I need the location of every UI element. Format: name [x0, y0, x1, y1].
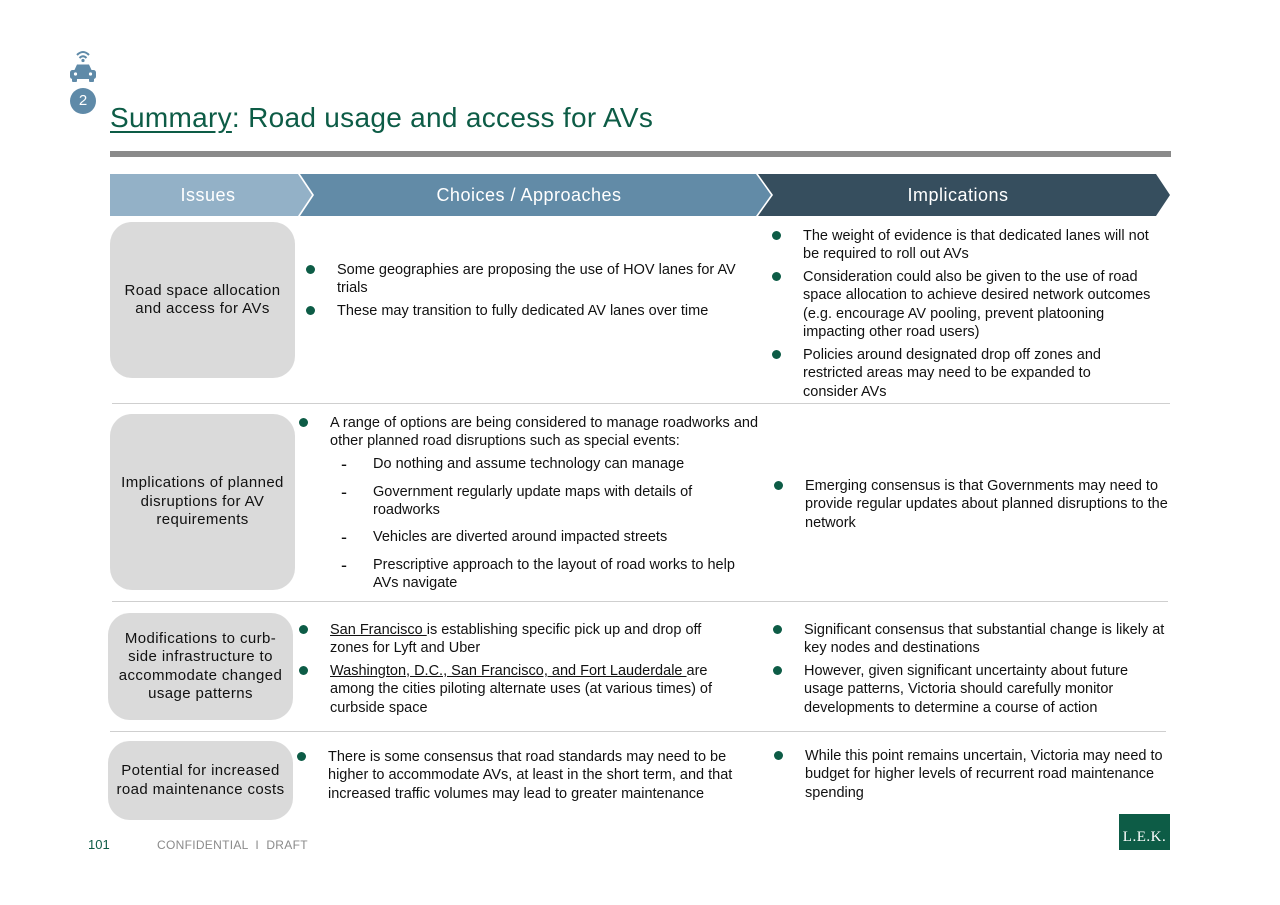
implication-item: While this point remains uncertain, Victoria may need to budget for higher levels of recurrent road maintenance spending	[805, 748, 1163, 801]
issue-label: Modifications to curb-side infrastructure to accommodate changed usage patterns	[118, 629, 283, 702]
issue-label: Implications of planned disruptions for AV requirements	[121, 474, 284, 529]
sub-bullet-dash: -	[341, 555, 347, 575]
page-number: 101	[88, 837, 110, 852]
implication-item: Consideration could also be given to the use of road space allocation to achieve desired network outcomes (e.g. encourage AV pooling, prevent platooning impacting other road users)	[803, 269, 1151, 340]
bullet-dot	[773, 625, 782, 634]
implication-item: Emerging consensus is that Governments may need to provide regular updates about planned disruptions to the network	[805, 478, 1168, 531]
choice-item: Some geographies are proposing the use of HOV lanes for AV trials	[337, 262, 736, 297]
column-header-implications: Implications	[907, 185, 1009, 205]
choice-item: These may transition to fully dedicated AV lanes over time	[337, 303, 709, 319]
implication-item: Significant consensus that substantial change is likely at key nodes and destinations	[804, 622, 1165, 657]
issue-label: Road space allocation and access for AVs	[124, 281, 281, 317]
sub-bullet-dash: -	[341, 527, 347, 547]
bullet-dot	[774, 481, 783, 490]
connected-car-icon	[68, 46, 98, 86]
row-separator	[112, 403, 1170, 404]
choice-item: A range of options are being considered to manage roadworks and other planned road disruptions such as special events:	[330, 415, 759, 450]
implication-item: However, given significant uncertainty about future usage patterns, Victoria should carefully monitor developments to determine a course of action	[804, 663, 1129, 716]
confidential-label: CONFIDENTIAL I DRAFT	[157, 838, 308, 852]
column-header-issues: Issues	[180, 185, 236, 205]
implication-item: Policies around designated drop off zones and restricted areas may need to be expanded to consider AVs	[803, 347, 1102, 400]
implication-item: The weight of evidence is that dedicated lanes will not be required to roll out AVs	[803, 228, 1149, 263]
page-title	[110, 102, 653, 134]
column-header-choices: Choices / Approaches	[436, 185, 622, 205]
choice-text: are among the cities piloting alternate uses (at various times) of curbside space	[330, 663, 713, 716]
sub-bullet-dash: -	[341, 482, 347, 502]
choice-text: is establishing specific pick up and drop off zones for Lyft and Uber	[330, 622, 702, 657]
section-number-badge: 2	[70, 88, 96, 114]
title-text: : Road usage and access for AVs	[231, 102, 654, 133]
choice-sub-item: Do nothing and assume technology can manage	[373, 456, 685, 472]
bullet-dot	[772, 272, 781, 281]
cities-pilot-link[interactable]: Washington, D.C., San Francisco, and Fort Lauderdale	[330, 663, 687, 679]
san-francisco-link[interactable]: San Francisco	[330, 622, 427, 638]
choice-item	[330, 621, 735, 658]
bullet-dot	[306, 306, 315, 315]
choice-sub-item: Government regularly update maps with details of roadworks	[373, 484, 693, 519]
row-separator	[110, 731, 1166, 732]
title-summary-link[interactable]: Summary	[110, 102, 232, 133]
title-divider	[110, 151, 1171, 157]
row-separator	[112, 601, 1168, 602]
lek-logo: L.E.K.	[1119, 814, 1170, 850]
issue-box-curbside	[108, 613, 293, 720]
choice-item	[330, 662, 755, 717]
issue-box-planned-disruptions	[110, 414, 295, 590]
choice-sub-item: Prescriptive approach to the layout of road works to help AVs navigate	[373, 557, 735, 592]
bullet-dot	[773, 666, 782, 675]
bullet-dot	[772, 350, 781, 359]
sub-bullet-dash: -	[341, 454, 347, 474]
issue-box-road-space	[110, 222, 295, 378]
bullet-dot	[297, 752, 306, 761]
bullet-dot	[299, 625, 308, 634]
choice-item: There is some consensus that road standards may need to be higher to accommodate AVs, at least in the short term, and that increased traffic volumes may lead to greater maintenance	[328, 749, 733, 802]
bullet-dot	[299, 666, 308, 675]
bullet-dot	[306, 265, 315, 274]
bullet-dot	[299, 418, 308, 427]
issue-label: Potential for increased road maintenance costs	[116, 762, 285, 798]
bullet-dot	[774, 751, 783, 760]
bullet-dot	[772, 231, 781, 240]
choice-sub-item: Vehicles are diverted around impacted streets	[373, 529, 668, 545]
issue-box-maintenance-costs	[108, 741, 293, 820]
